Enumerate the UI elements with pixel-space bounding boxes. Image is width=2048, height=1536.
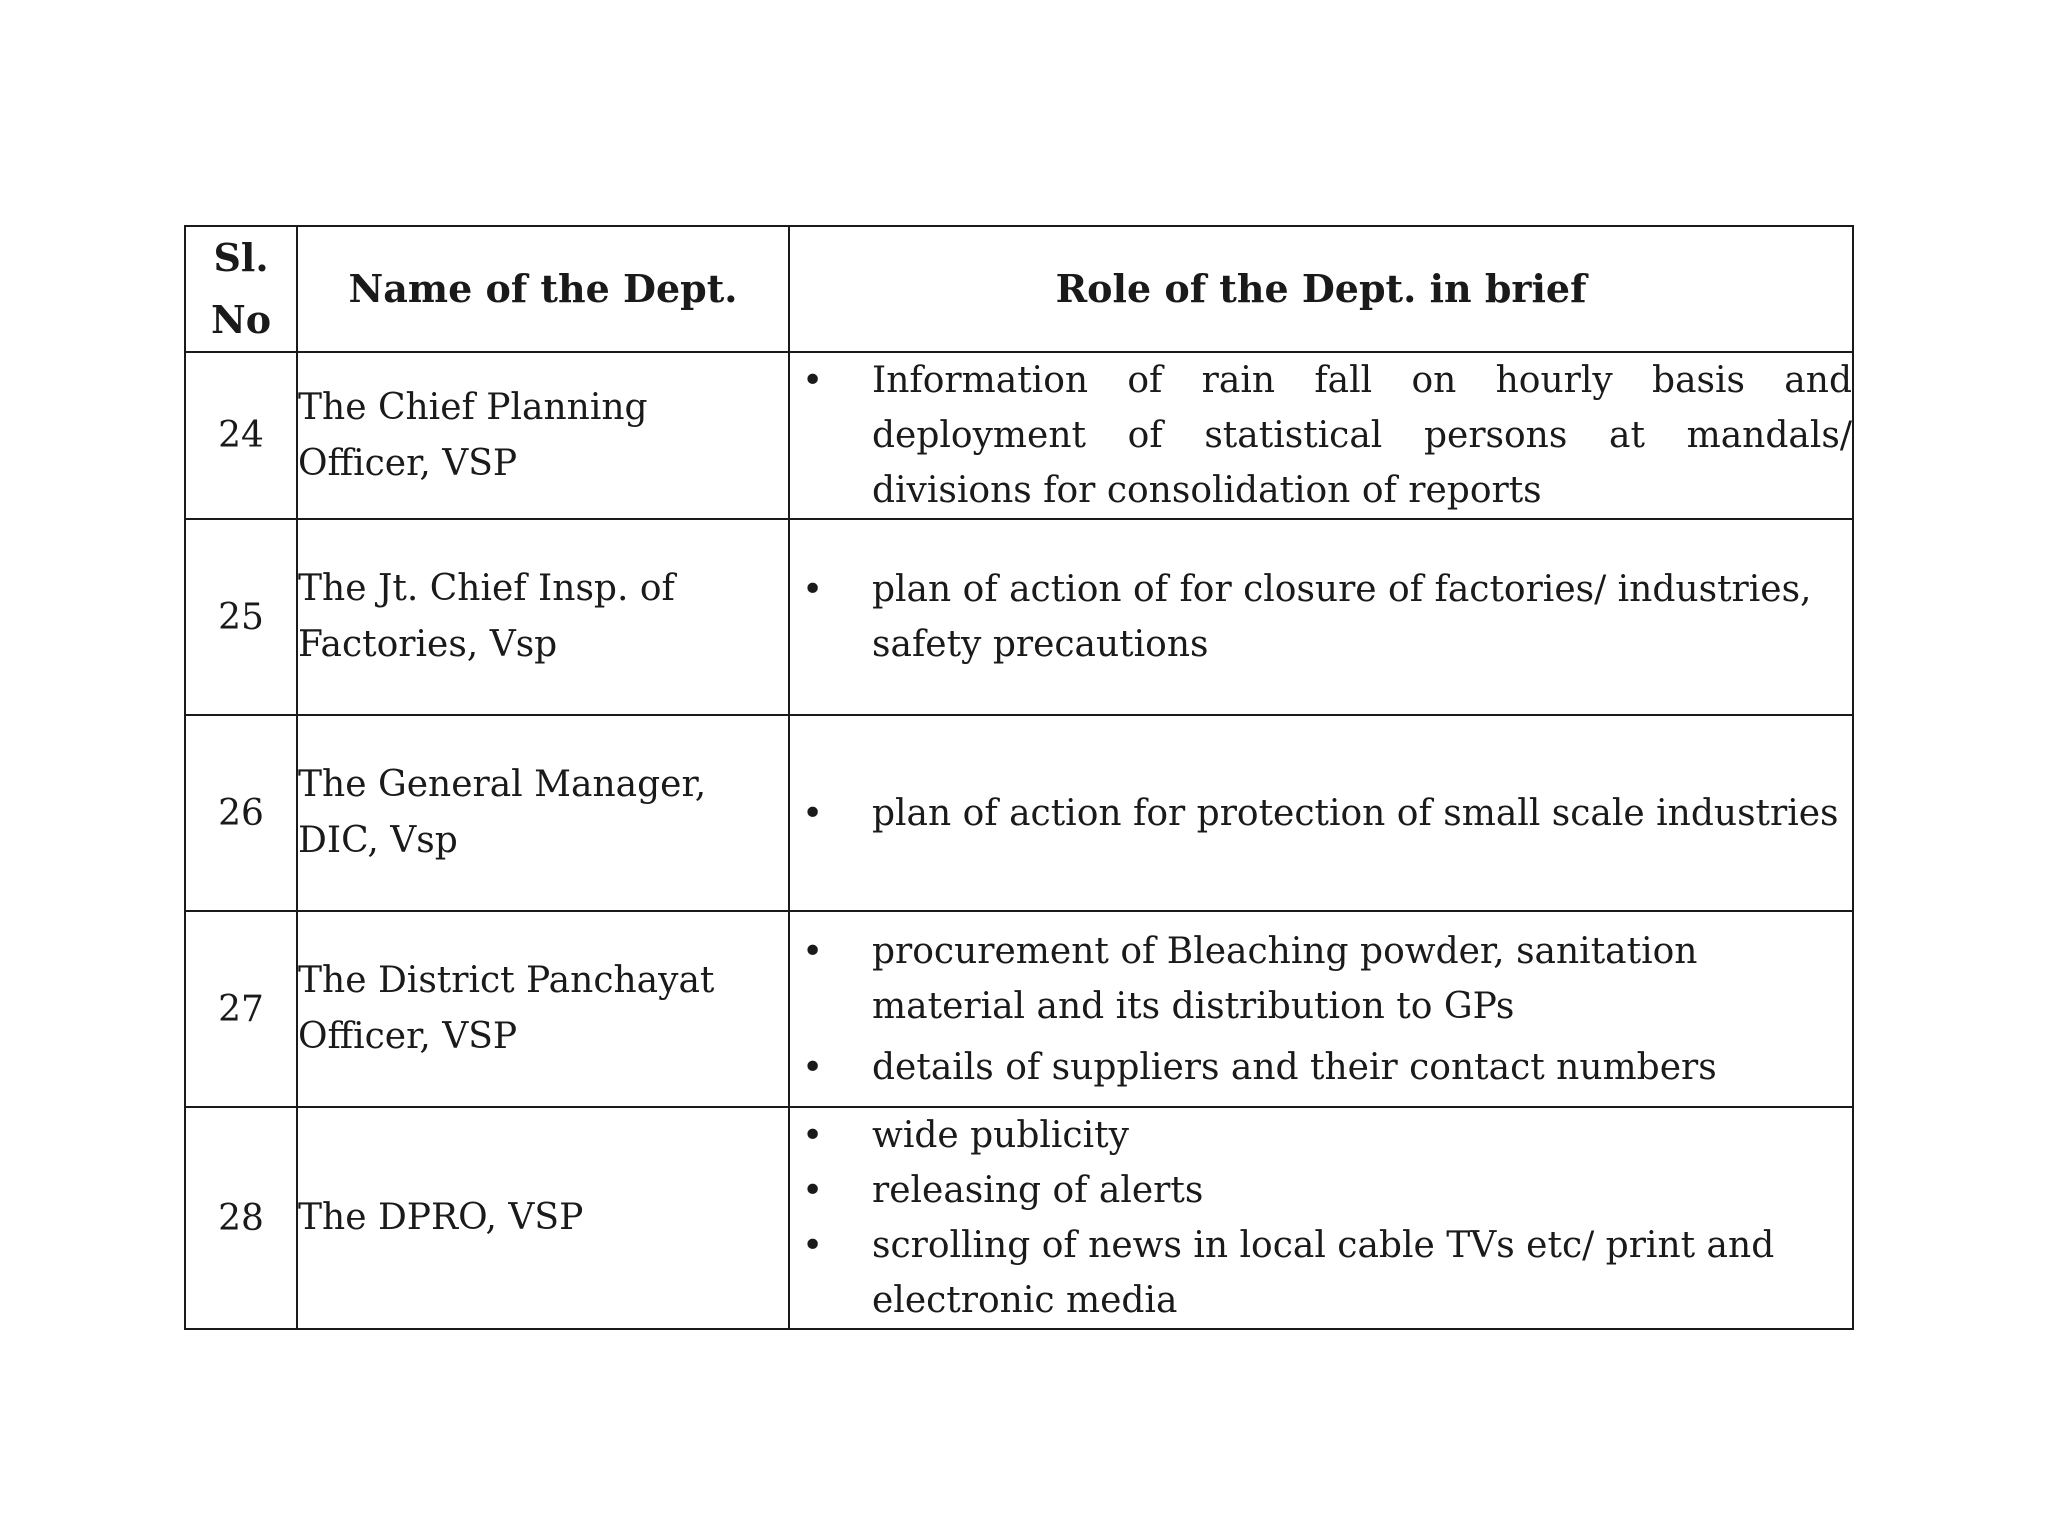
header-sl-no: Sl. No — [185, 226, 297, 352]
table-row — [185, 911, 1853, 1107]
role-bullet-item: • plan of action for protection of small scale industries — [790, 786, 1852, 841]
role-bullet-item: • wide publicity — [790, 1108, 1852, 1163]
sl-no-cell: 24 — [185, 352, 297, 519]
dept-role-cell — [789, 1107, 1853, 1329]
role-bullet-item: • plan of action of for closure of factories/ industries, safety precautions — [790, 562, 1852, 672]
sl-no-cell: 25 — [185, 519, 297, 715]
dept-name-cell: The General Manager, DIC, Vsp — [297, 715, 789, 911]
role-bullet-item: • details of suppliers and their contact numbers — [790, 1040, 1852, 1095]
dept-role-cell — [789, 352, 1853, 519]
dept-role-cell — [789, 715, 1853, 911]
role-bullet-item: • releasing of alerts — [790, 1163, 1852, 1218]
table-row — [185, 352, 1853, 519]
dept-name-cell: The Chief Planning Officer, VSP — [297, 352, 789, 519]
role-bullet-item: • scrolling of news in local cable TVs etc/ print and electronic media — [790, 1218, 1852, 1328]
table-row — [185, 1107, 1853, 1329]
sl-no-cell: 27 — [185, 911, 297, 1107]
table-row — [185, 715, 1853, 911]
dept-name-cell: The DPRO, VSP — [297, 1107, 789, 1329]
role-bullet-item: • Information of rain fall on hourly basis and deployment of statistical persons at mandals/ divisions for consolidation of reports — [790, 353, 1852, 518]
dept-name-cell: The District Panchayat Officer, VSP — [297, 911, 789, 1107]
dept-role-cell — [789, 519, 1853, 715]
table-row — [185, 519, 1853, 715]
departments-role-table — [184, 225, 1854, 1330]
dept-name-cell: The Jt. Chief Insp. of Factories, Vsp — [297, 519, 789, 715]
sl-no-cell: 26 — [185, 715, 297, 911]
dept-role-cell — [789, 911, 1853, 1107]
table-header-row — [185, 226, 1853, 352]
role-bullet-item: • procurement of Bleaching powder, sanitation material and its distribution to GPs — [790, 924, 1852, 1034]
sl-no-cell: 28 — [185, 1107, 297, 1329]
header-dept-role: Role of the Dept. in brief — [789, 226, 1853, 352]
header-dept-name: Name of the Dept. — [297, 226, 789, 352]
